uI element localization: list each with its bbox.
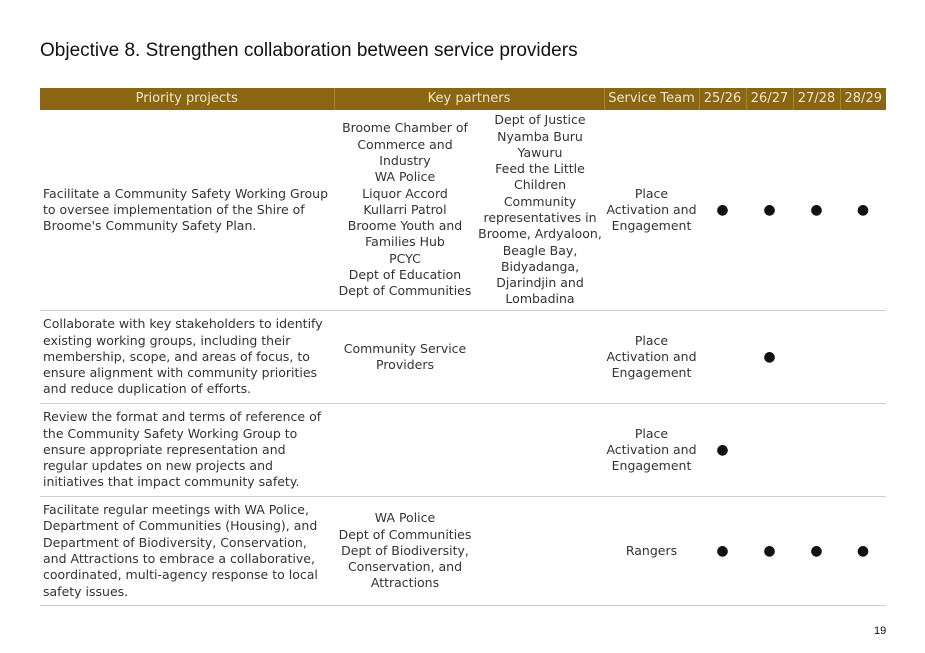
partner-line: Community Service (343, 340, 467, 356)
team-line: Engagement (611, 458, 692, 474)
team-line: Place (634, 185, 669, 201)
header-service-team: Service Team (604, 88, 699, 110)
partner-line: Beagle Bay, (502, 242, 578, 258)
partner-line: Children (513, 177, 566, 193)
partner-line: WA Police (374, 510, 436, 526)
partners-cell (334, 404, 604, 497)
header-year-28-29: 28/29 (840, 88, 886, 110)
project-cell: Facilitate regular meetings with WA Police, Department of Communities (Housing), and Department of Biodiversity, Conservation, and Attractions to embrace a collaborative, coordinated, multi-agency response to local safety issues. (40, 497, 334, 606)
year-marker-26-27: ● (746, 497, 793, 606)
year-marker-26-27: ● (746, 311, 793, 404)
project-cell: Facilitate a Community Safety Working Group to oversee implementation of the Shire of Broome's Community Safety Plan. (40, 110, 334, 311)
partners-column-b (476, 112, 604, 308)
partner-line: Dept of Communities (338, 283, 472, 299)
header-year-27-28: 27/28 (793, 88, 840, 110)
team-line: Activation and (606, 441, 697, 457)
partner-line: Conservation, and (347, 559, 463, 575)
partner-line: Attractions (370, 575, 440, 591)
partner-line: Broome, Ardyaloon, (478, 226, 602, 242)
table-header-row (40, 88, 886, 110)
partners-cell (334, 110, 604, 311)
partner-line: Commerce and (357, 136, 453, 152)
team-line: Place (634, 425, 669, 441)
partner-line: Community (503, 193, 577, 209)
year-marker-27-28: ● (793, 110, 840, 311)
priority-projects-table (40, 88, 886, 606)
partner-line: Broome Chamber of (342, 120, 468, 136)
header-key-partners: Key partners (334, 88, 604, 110)
partner-line: Feed the Little (495, 161, 585, 177)
year-marker-27-28: ● (793, 497, 840, 606)
partner-line: Lombadina (505, 291, 575, 307)
team-line: Activation and (606, 201, 697, 217)
partner-line: Kullarri Patrol (363, 201, 447, 217)
year-marker-25-26: ● (699, 110, 746, 311)
project-cell: Collaborate with key stakeholders to identify existing working groups, including their membership, scope, and areas of focus, to ensure alignment with community priorities and reduce duplication of efforts. (40, 311, 334, 404)
partner-line: Nyamba Buru (497, 128, 583, 144)
table-row (40, 497, 886, 606)
team-line: Activation and (606, 348, 697, 364)
year-marker-27-28 (793, 404, 840, 497)
partners-column-a (334, 120, 476, 299)
partner-line: Dept of Justice (494, 112, 586, 128)
team-line: Engagement (611, 218, 692, 234)
year-marker-26-27 (746, 404, 793, 497)
service-team-cell (604, 110, 699, 311)
partner-line: Yawuru (517, 144, 563, 160)
service-team-cell (604, 497, 699, 606)
header-year-26-27: 26/27 (746, 88, 793, 110)
service-team-cell (604, 404, 699, 497)
partner-line: Providers (376, 357, 434, 372)
partner-line: PCYC (389, 250, 421, 266)
year-marker-25-26: ● (699, 497, 746, 606)
table-row (40, 311, 886, 404)
service-team-cell (604, 311, 699, 404)
header-priority-projects: Priority projects (40, 88, 334, 110)
year-marker-25-26: ● (699, 404, 746, 497)
year-marker-28-29: ● (840, 497, 886, 606)
year-marker-25-26 (699, 311, 746, 404)
partner-line: Dept of Education (348, 267, 462, 283)
year-marker-26-27: ● (746, 110, 793, 311)
year-marker-27-28 (793, 311, 840, 404)
team-line: Place (634, 332, 669, 348)
header-year-25-26: 25/26 (699, 88, 746, 110)
partner-line: Djarindjin and (496, 275, 584, 291)
page-number: 19 (874, 625, 887, 637)
year-marker-28-29 (840, 404, 886, 497)
team-line: Rangers (625, 542, 678, 558)
partner-line: representatives in (483, 210, 597, 225)
page-title: Objective 8. Strengthen collaboration between service providers (40, 40, 578, 61)
partner-line: Bidyadanga, (500, 258, 580, 274)
partner-line: WA Police (374, 169, 436, 185)
table-row (40, 404, 886, 497)
year-marker-28-29 (840, 311, 886, 404)
project-cell: Review the format and terms of reference of the Community Safety Working Group to ensure appropriate representation and regular updates on new projects and initiatives that impact community safety. (40, 404, 334, 497)
partner-line: Dept of Biodiversity, (341, 542, 469, 558)
year-marker-28-29: ● (840, 110, 886, 311)
partner-line: Liquor Accord (362, 185, 448, 201)
partner-line: Dept of Communities (338, 526, 472, 542)
partner-line: Families Hub (365, 234, 445, 250)
partner-line: Broome Youth and (347, 218, 463, 234)
team-line: Engagement (611, 365, 692, 381)
partners-cell (334, 311, 604, 404)
partner-line: Industry (379, 152, 431, 168)
table-row (40, 110, 886, 311)
partners-cell (334, 497, 604, 606)
